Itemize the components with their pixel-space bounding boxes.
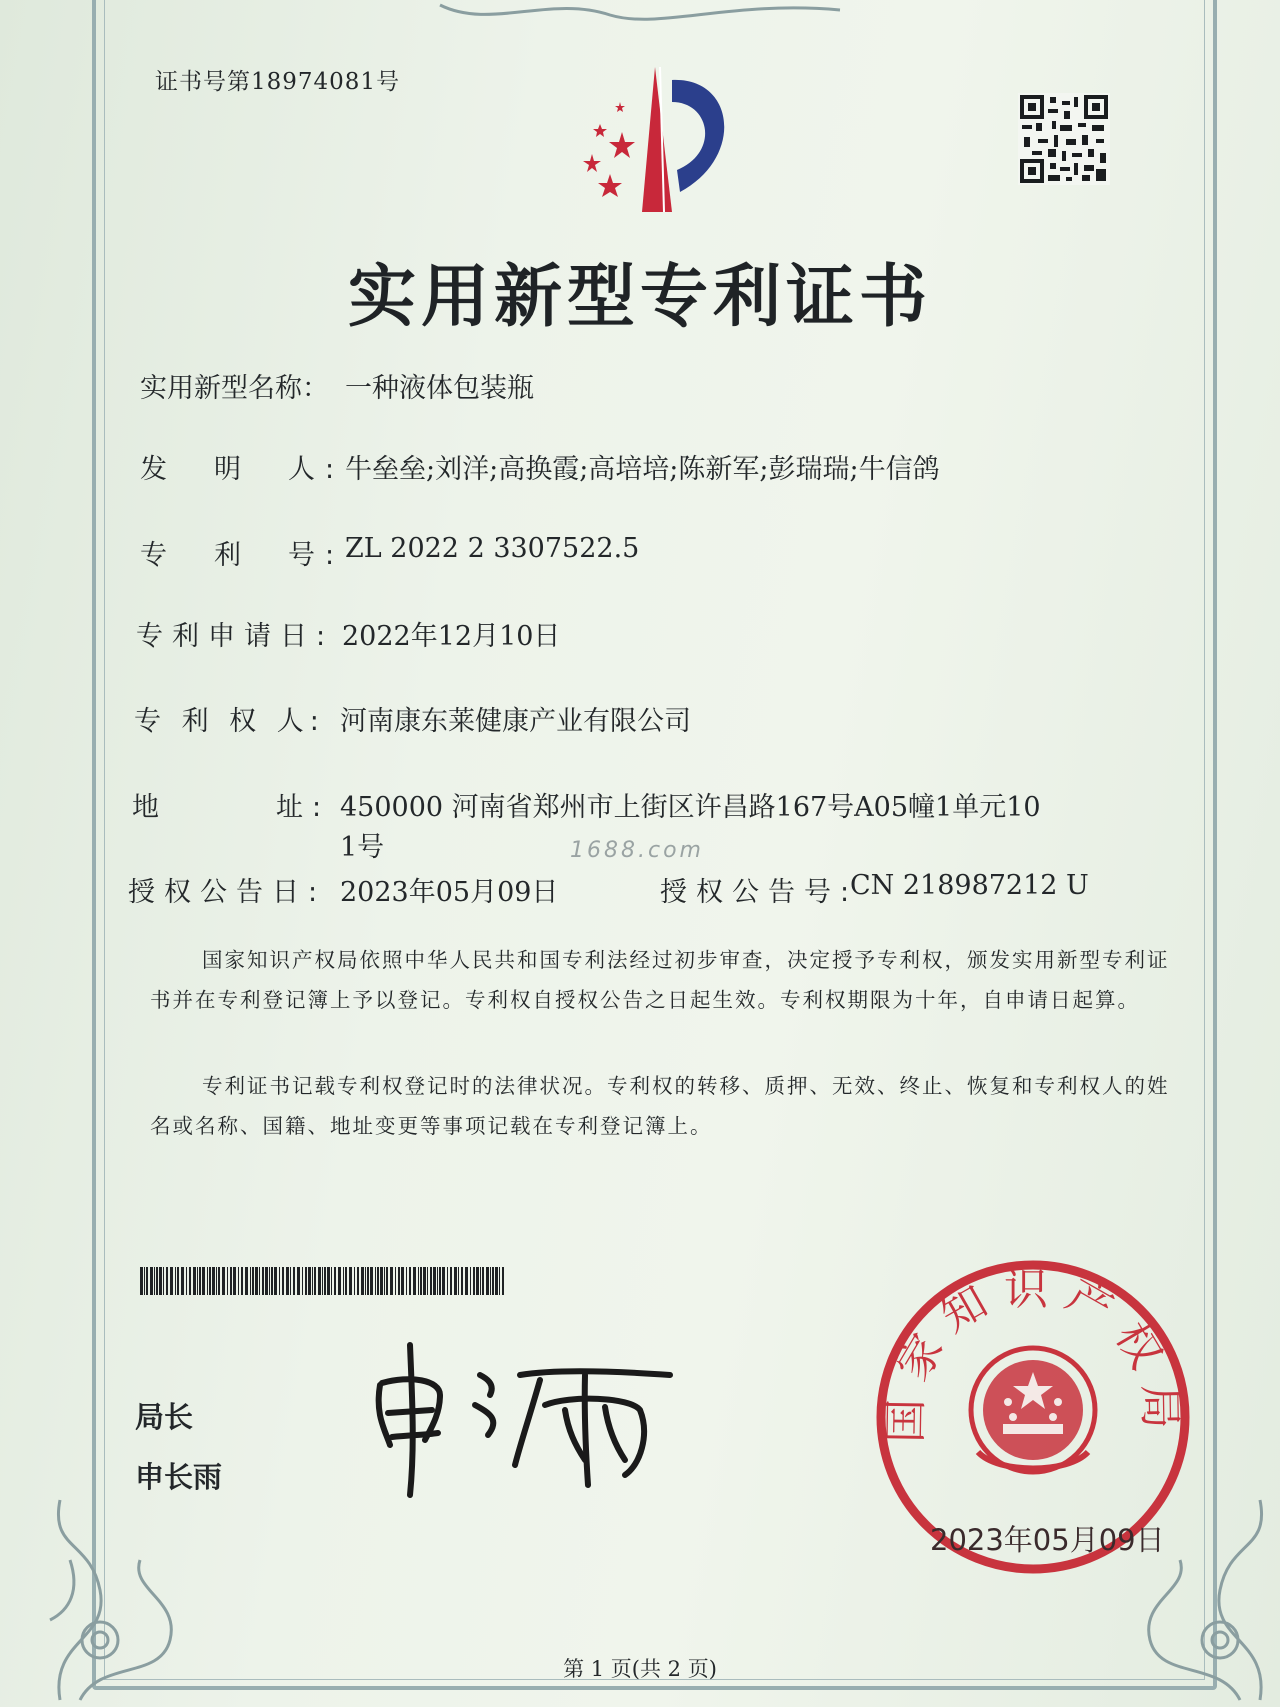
field-label: 专利申请日: (136, 621, 335, 652)
qr-code-icon (1018, 93, 1110, 185)
field-label: 发 明 人: (140, 454, 345, 485)
page-indicator: 第 1 页(共 2 页) (563, 1657, 717, 1681)
field-value-line2: 1号 (340, 832, 385, 863)
certificate-title: 实用新型专利证书 (347, 258, 932, 337)
field-label: 授权公告日: (128, 877, 327, 908)
top-ornament (430, 0, 850, 30)
field-label: 授权公告号: (660, 877, 859, 908)
seal-date: 2023年05月09日 (930, 1523, 1165, 1557)
field-label: 实用新型名称： (140, 373, 329, 404)
cnipa-emblem-logo (560, 62, 760, 222)
barcode-icon (140, 1267, 510, 1295)
field-label: 专 利 号: (140, 540, 345, 571)
director-name: 申长雨 (135, 1460, 223, 1494)
field-value: CN 218987212 U (850, 870, 1089, 901)
field-value: 一种液体包装瓶 (345, 373, 534, 404)
watermark-text: 1688.com (570, 838, 704, 863)
legal-paragraph-2: 专利证书记载专利权登记时的法律状况。专利权的转移、质押、无效、终止、恢复和专利权人的姓名或名称、国籍、地址变更等事项记载在专利登记簿上。 (150, 1074, 1170, 1138)
field-value: 河南康东莱健康产业有限公司 (340, 706, 691, 737)
director-signature (370, 1335, 680, 1505)
field-label: 地 址: (132, 792, 331, 823)
legal-paragraph-1: 国家知识产权局依照中华人民共和国专利法经过初步审查，决定授予专利权，颁发实用新型专利证书并在专利登记簿上予以登记。专利权自授权公告之日起生效。专利权期限为十年，自申请日起算。 (150, 948, 1170, 1012)
field-value: ZL 2022 2 3307522.5 (345, 533, 640, 564)
director-title: 局长 (135, 1400, 194, 1434)
field-value: 2022年12月10日 (342, 621, 561, 652)
field-value-line1: 450000 河南省郑州市上街区许昌路167号A05幢1单元10 (340, 792, 1041, 823)
seal-text: 国家知识产权局 (880, 1263, 1186, 1444)
field-label: 专 利 权 人: (134, 706, 325, 737)
field-value: 牛垒垒;刘洋;高换霞;高培培;陈新军;彭瑞瑞;牛信鸽 (345, 454, 940, 485)
field-value: 2023年05月09日 (340, 877, 559, 908)
certificate-number: 证书号第18974081号 (155, 69, 401, 95)
